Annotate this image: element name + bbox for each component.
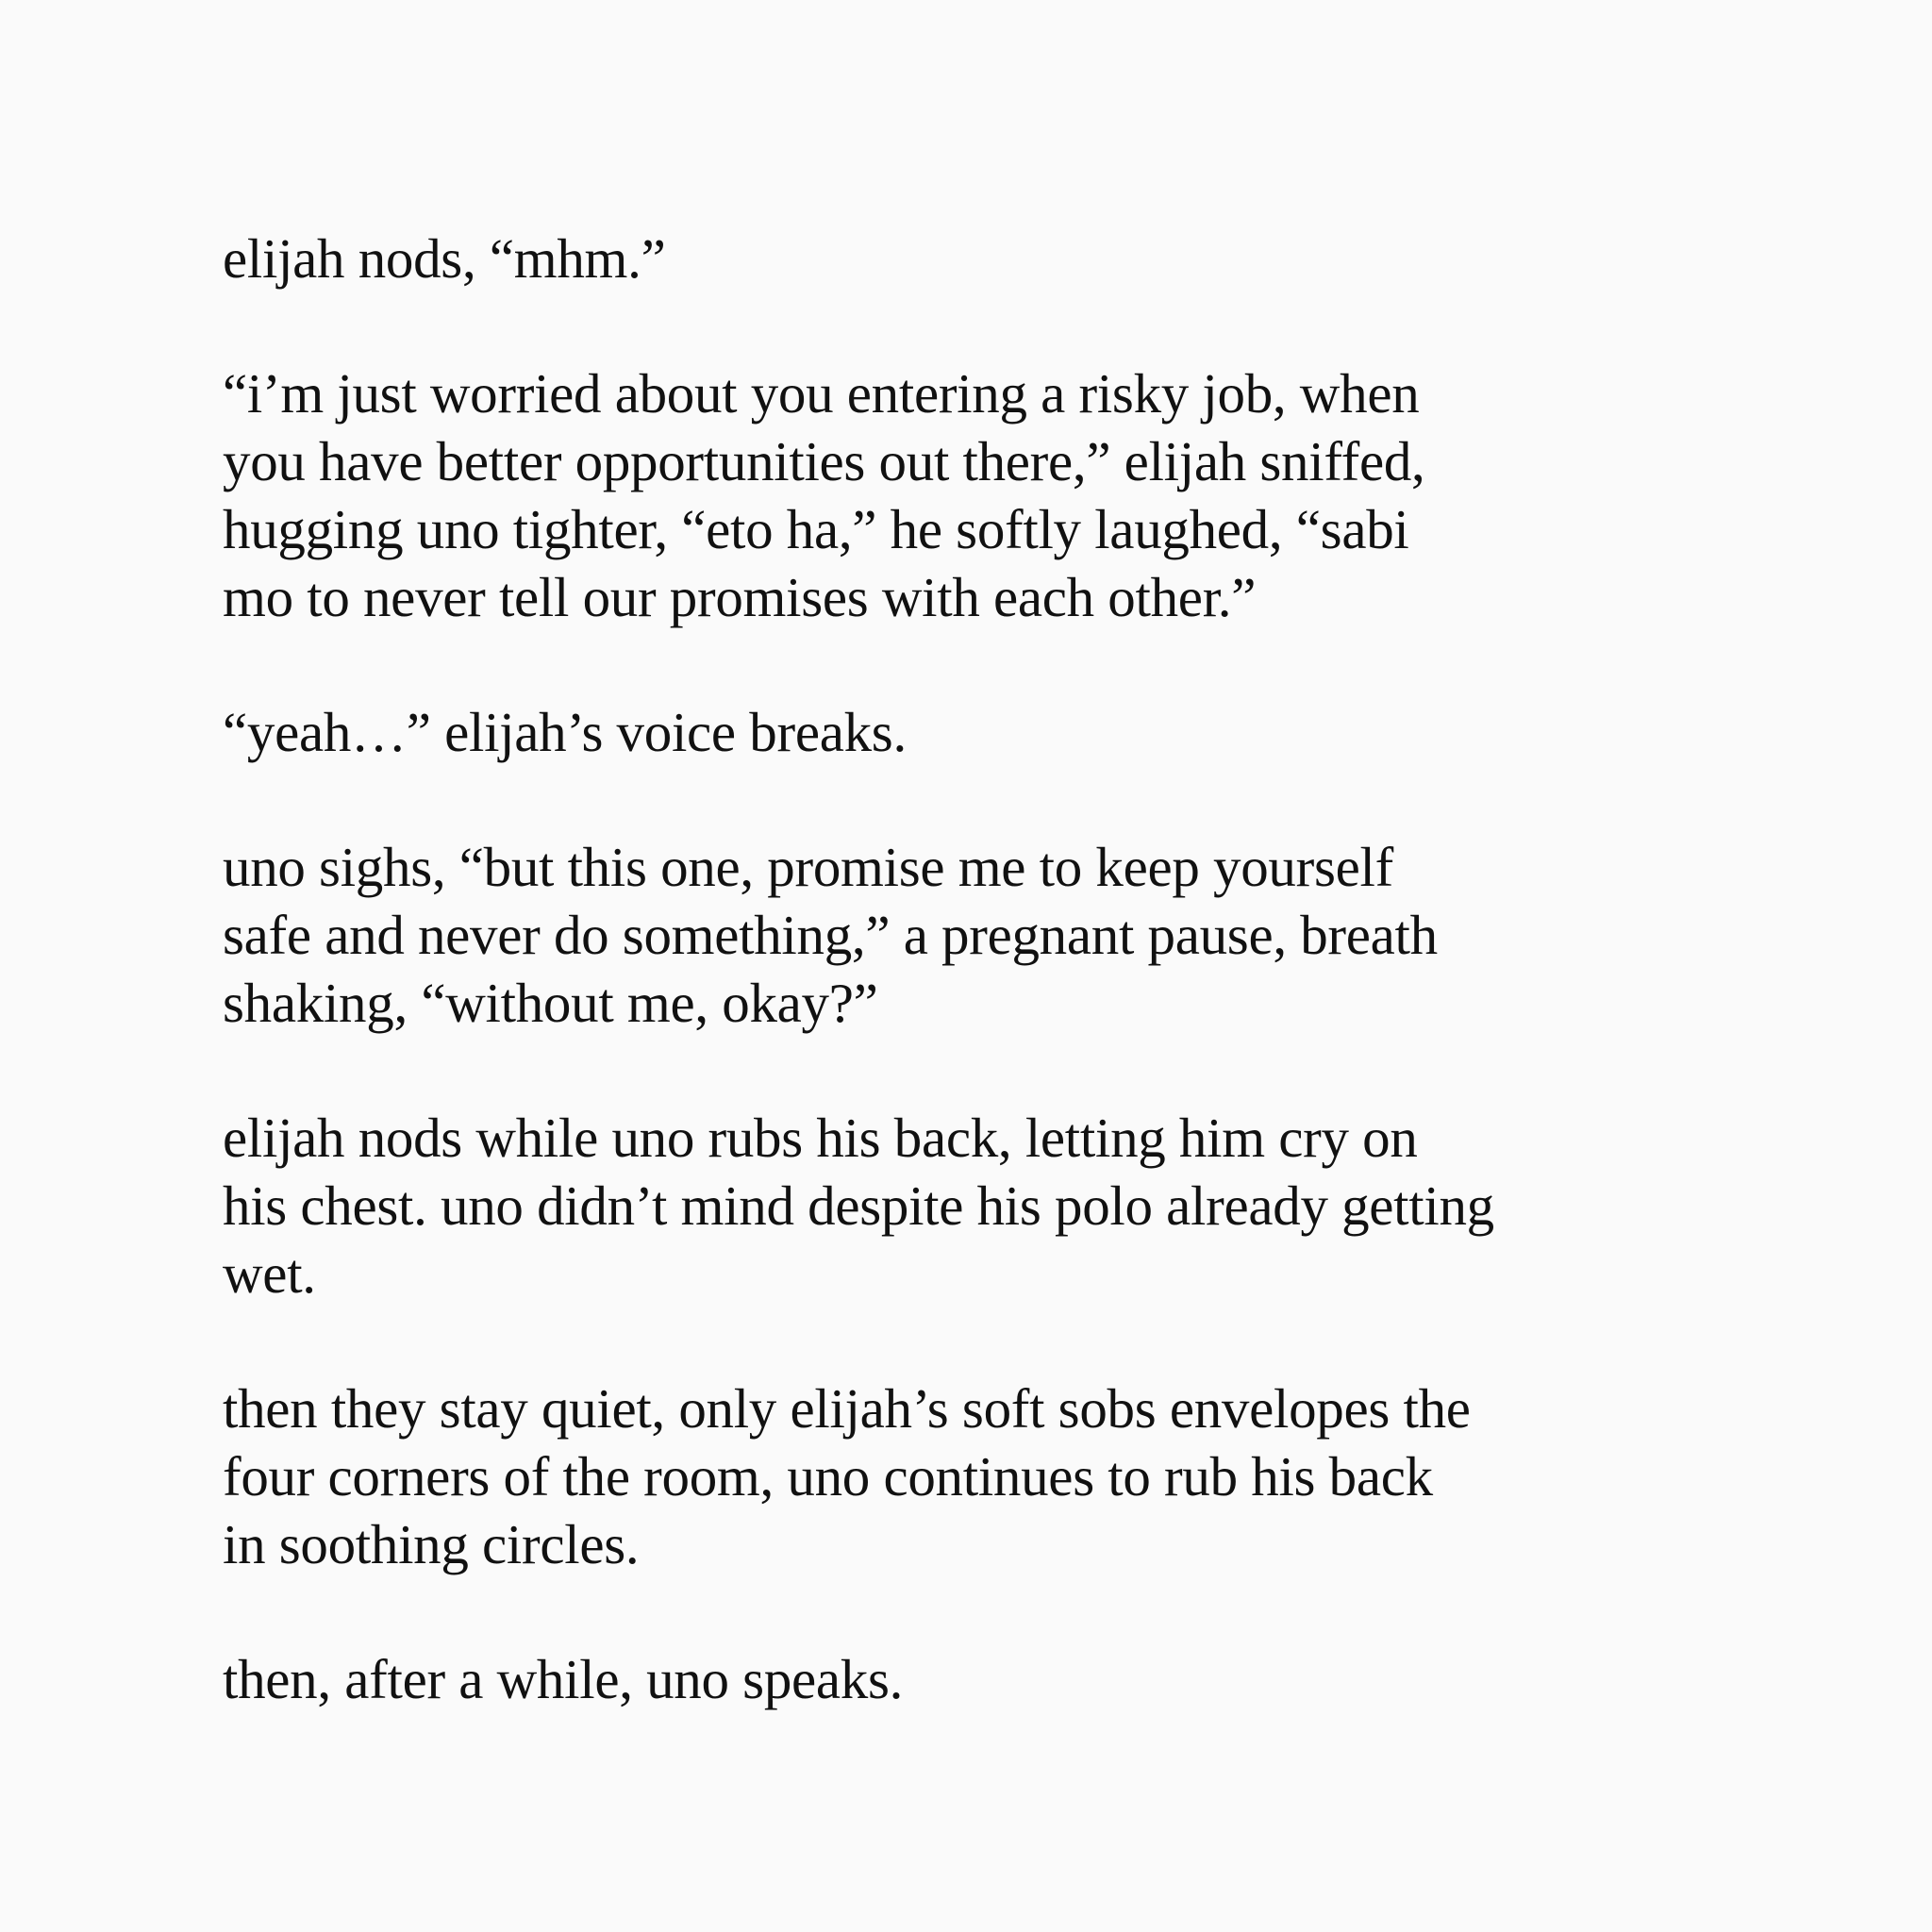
text-line: “yeah…” elijah’s voice breaks. [223,701,907,763]
text-line: you have better opportunities out there,” elijah sniffed, [223,430,1425,492]
text-line: elijah nods, “mhm.” [223,227,666,290]
text-line: then they stay quiet, only elijah’s soft sobs envelopes the [223,1377,1471,1440]
story-text [223,225,1732,1780]
text-line: shaking, “without me, okay?” [223,972,878,1034]
paragraph-2 [223,359,1732,631]
text-line: mo to never tell our promises with each other.” [223,566,1257,628]
paragraph-6 [223,1374,1732,1578]
paragraph-1 [223,225,1732,292]
text-line: wet. [223,1242,316,1305]
text-line: in soothing circles. [223,1513,640,1575]
paragraph-5 [223,1104,1732,1307]
text-line: his chest. uno didn’t mind despite his polo already getting [223,1174,1494,1237]
text-line: uno sighs, “but this one, promise me to keep yourself [223,836,1393,898]
text-line: safe and never do something,” a pregnant pause, breath [223,904,1438,966]
text-line: hugging uno tighter, “eto ha,” he softly laughed, “sabi [223,498,1409,560]
paragraph-4 [223,833,1732,1037]
paragraph-7 [223,1645,1732,1713]
text-line: “i’m just worried about you entering a risky job, when [223,362,1420,425]
text-line: then, after a while, uno speaks. [223,1648,904,1710]
text-line: four corners of the room, uno continues to rub his back [223,1445,1433,1507]
text-line: elijah nods while uno rubs his back, letting him cry on [223,1107,1418,1169]
paragraph-3 [223,698,1732,766]
